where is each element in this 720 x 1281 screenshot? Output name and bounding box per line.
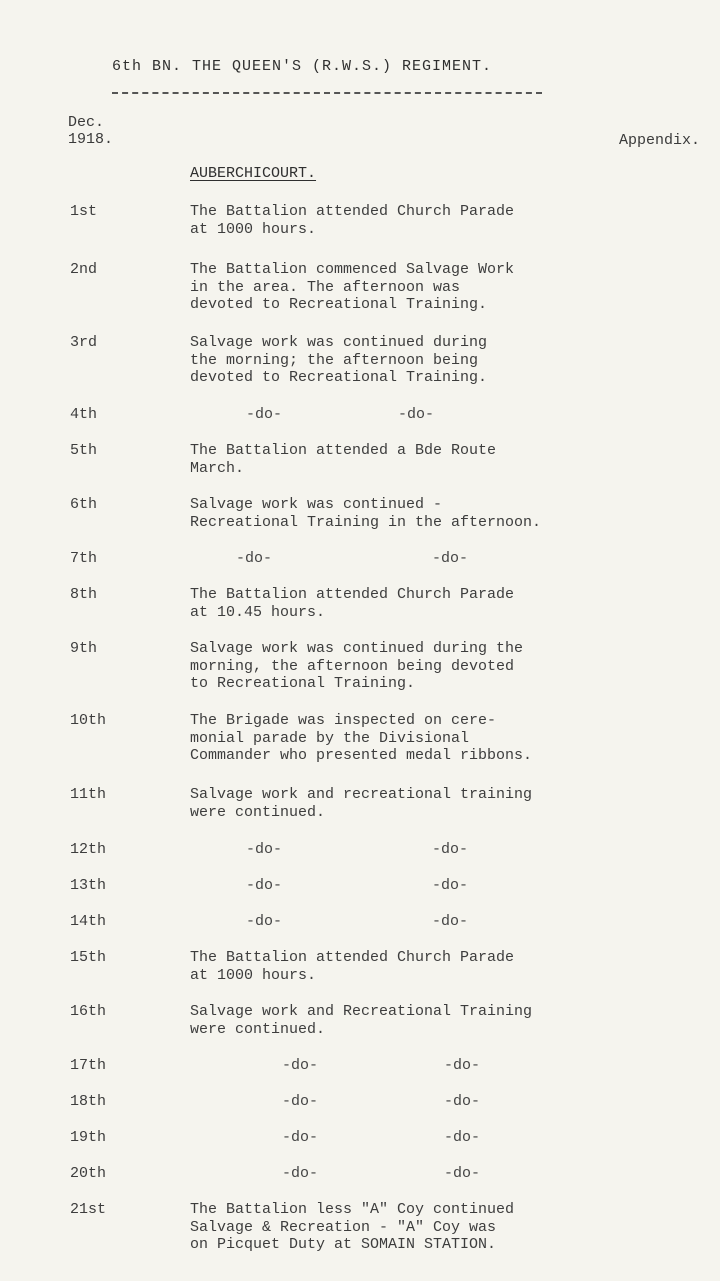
entry-date: 7th: [70, 550, 98, 567]
ditto-mark: -do-: [246, 841, 283, 858]
entry-date: 20th: [70, 1165, 107, 1182]
year-label: 1918.: [68, 131, 114, 148]
entry-text: Salvage work and Recreational Training were continued.: [190, 1003, 533, 1038]
entry-date: 11th: [70, 786, 107, 803]
ditto-mark: -do-: [398, 406, 435, 423]
entry-date: 21st: [70, 1201, 107, 1218]
appendix-label: Appendix.: [618, 132, 700, 149]
entry-text: The Battalion commenced Salvage Work in the area. The afternoon was devoted to Recreational Training.: [190, 261, 515, 313]
entry-text: The Battalion attended Church Parade at 1000 hours.: [190, 949, 515, 984]
month-block: [68, 114, 113, 148]
entry-date: 10th: [70, 712, 107, 729]
ditto-mark: -do-: [432, 913, 469, 930]
ditto-mark: -do-: [282, 1093, 319, 1110]
document-title: 6th BN. THE QUEEN'S (R.W.S.) REGIMENT.: [112, 58, 493, 75]
ditto-mark: -do-: [432, 841, 469, 858]
entry-date: 1st: [70, 203, 98, 220]
entry-date: 14th: [70, 913, 107, 930]
ditto-mark: -do-: [282, 1129, 319, 1146]
entry-date: 5th: [70, 442, 98, 459]
place-heading: AUBERCHICOURT.: [190, 165, 317, 182]
entry-text: The Brigade was inspected on cere- monial parade by the Divisional Commander who presented medal ribbons.: [190, 712, 533, 764]
entry-date: 12th: [70, 841, 107, 858]
ditto-mark: -do-: [246, 913, 283, 930]
ditto-mark: -do-: [246, 406, 283, 423]
entry-text: Salvage work was continued during the morning, the afternoon being devoted to Recreational Training.: [190, 640, 524, 692]
entry-text: Salvage work and recreational training were continued.: [190, 786, 533, 821]
ditto-mark: -do-: [432, 877, 469, 894]
month-label: Dec.: [68, 114, 105, 131]
entry-date: 6th: [70, 496, 98, 513]
entry-date: 4th: [70, 406, 98, 423]
ditto-mark: -do-: [246, 877, 283, 894]
ditto-mark: -do-: [236, 550, 273, 567]
entry-date: 13th: [70, 877, 107, 894]
entry-text: The Battalion attended Church Parade at 10.45 hours.: [190, 586, 515, 621]
ditto-mark: -do-: [282, 1165, 319, 1182]
ditto-mark: -do-: [444, 1129, 481, 1146]
ditto-mark: -do-: [444, 1057, 481, 1074]
entry-date: 8th: [70, 586, 98, 603]
entry-text: Salvage work was continued during the morning; the afternoon being devoted to Recreational Training.: [190, 334, 488, 386]
entry-text: Salvage work was continued - Recreational Training in the afternoon.: [190, 496, 542, 531]
entry-date: 9th: [70, 640, 98, 657]
entry-date: 15th: [70, 949, 107, 966]
title-underline: [112, 92, 542, 94]
entry-date: 17th: [70, 1057, 107, 1074]
entry-date: 19th: [70, 1129, 107, 1146]
ditto-mark: -do-: [444, 1093, 481, 1110]
entry-date: 18th: [70, 1093, 107, 1110]
ditto-mark: -do-: [444, 1165, 481, 1182]
entry-text: The Battalion attended a Bde Route March.: [190, 442, 497, 477]
entry-text: The Battalion attended Church Parade at 1000 hours.: [190, 203, 515, 238]
entry-text: The Battalion less "A" Coy continued Salvage & Recreation - "A" Coy was on Picquet Duty at SOMAIN STATION.: [190, 1201, 515, 1253]
ditto-mark: -do-: [282, 1057, 319, 1074]
entry-date: 16th: [70, 1003, 107, 1020]
ditto-mark: -do-: [432, 550, 469, 567]
entry-date: 3rd: [70, 334, 98, 351]
entry-date: 2nd: [70, 261, 98, 278]
